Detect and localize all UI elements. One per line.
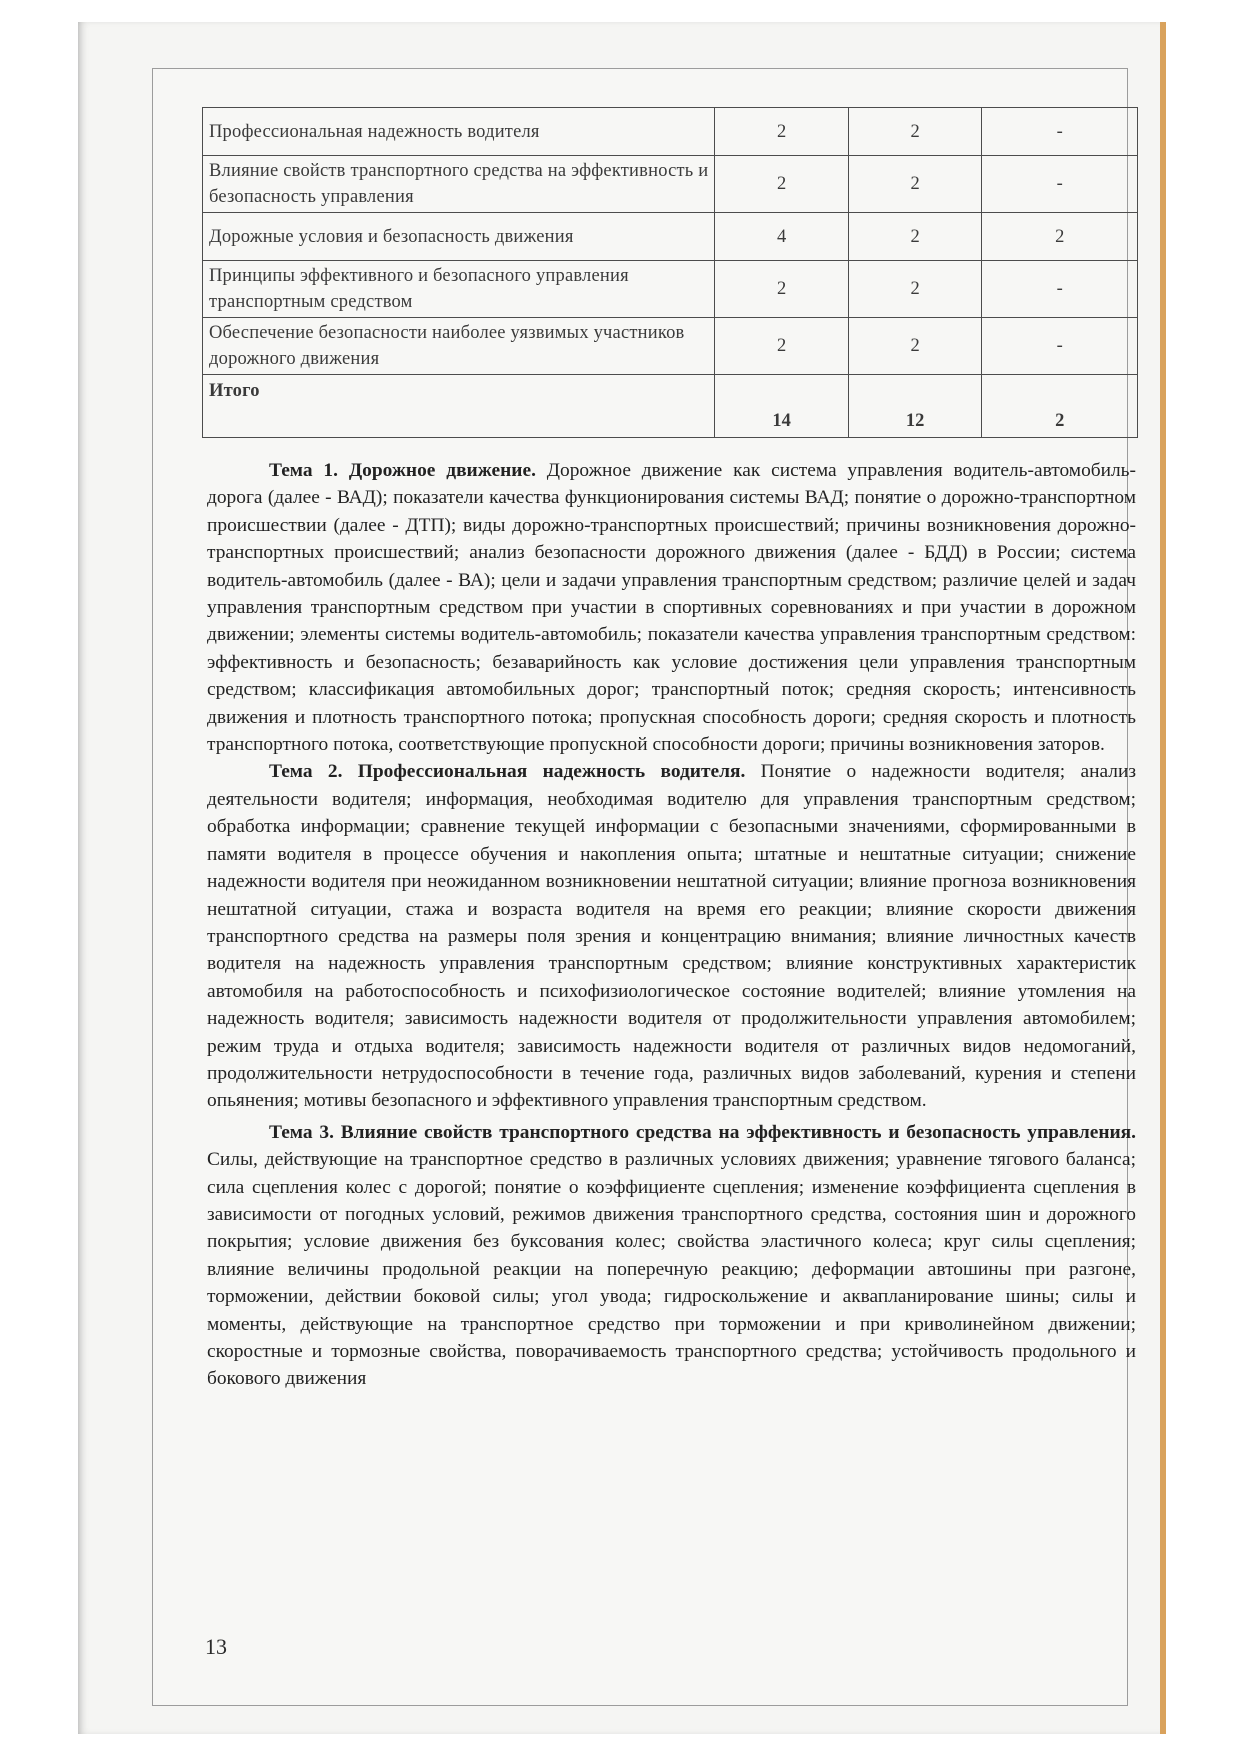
document-page — [152, 68, 1136, 1706]
total-practice: 2 — [982, 375, 1138, 438]
hours-total: 2 — [715, 156, 849, 213]
hours-total: 2 — [715, 261, 849, 318]
topic-name: Принципы эффективного и безопасного управления транспортным средством — [203, 261, 715, 318]
topic-name: Влияние свойств транспортного средства на эффективность и безопасность управления — [203, 156, 715, 213]
table-row — [203, 261, 1138, 318]
topic-name: Обеспечение безопасности наиболее уязвимых участников дорожного движения — [203, 318, 715, 375]
hours-table — [202, 107, 1138, 438]
hours-total: 2 — [715, 108, 849, 156]
theme-paragraph — [207, 1119, 1136, 1393]
table-row — [203, 156, 1138, 213]
topic-name: Профессиональная надежность водителя — [203, 108, 715, 156]
page-number: 13 — [205, 1634, 227, 1659]
topic-name: Дорожные условия и безопасность движения — [203, 213, 715, 261]
theme-text: Понятие о надежности водителя; анализ деятельности водителя; информация, необходимая водителю для управления транспортным средством; обработка информации; сравнение текущей информации с безопасными значениями, сформированными в памяти водителя в процессе обучения и накопления опыта; штатные и нештатные ситуации; снижение надежности водителя при неожиданном возникновении нештатной ситуации; влияние прогноза возникновения нештатной ситуации, стажа и возраста водителя на время его реакции; влияние скорости движения транспортного средства на размеры поля зрения и концентрацию внимания; влияние личностных качеств водителя на надежность управления транспортным средством; влияние конструктивных характеристик автомобиля на работоспособность и психофизиологическое состояние водителей; влияние утомления на надежность водителя; зависимость надежности водителя от продолжительности управления автомобилем; режим труда и отдыха водителя; зависимость надежности водителя от различных видов недомоганий, продолжительности нетрудоспособности в течение года, различных видов заболеваний, курения и степени опьянения; мотивы безопасного и эффективного управления транспортным средством. — [207, 761, 1136, 1112]
hours-practice: - — [982, 261, 1138, 318]
table-total-row — [203, 375, 1138, 438]
hours-theory: 2 — [848, 261, 982, 318]
hours-theory: 2 — [848, 213, 982, 261]
theme-paragraph — [207, 457, 1136, 758]
table-row — [203, 108, 1138, 156]
total-label: Итого — [203, 375, 715, 438]
hours-theory: 2 — [848, 108, 982, 156]
total-theory: 12 — [848, 375, 982, 438]
hours-practice: - — [982, 156, 1138, 213]
hours-practice: - — [982, 108, 1138, 156]
hours-practice: - — [982, 318, 1138, 375]
theme-title: Тема 3. Влияние свойств транспортного средства на эффективность и безопасность управления. — [269, 1121, 1136, 1143]
theme-title: Тема 2. Профессиональная надежность водителя. — [269, 761, 746, 783]
hours-total: 4 — [715, 213, 849, 261]
hours-theory: 2 — [848, 318, 982, 375]
theme-text: Силы, действующие на транспортное средство в различных условиях движения; уравнение тягового баланса; сила сцепления колес с дорогой; понятие о коэффициенте сцепления; изменение коэффициента сцепления в зависимости от погодных условий, режимов движения транспортного средства, состояния шин и дорожного покрытия; условие движения без буксования колес; свойства эластичного колеса; круг силы сцепления; влияние величины продольной реакции на поперечную реакцию; деформации автошины при разгоне, торможении, действии боковой силы; угол увода; гидроскольжение и аквапланирование шины; силы и моменты, действующие на транспортное средство при торможении и при криволинейном движении; скоростные и тормозные свойства, поворачиваемость транспортного средства; устойчивость продольного и бокового движения — [207, 1149, 1136, 1390]
scanned-sheet — [78, 22, 1166, 1734]
theme-paragraph — [207, 758, 1136, 1114]
hours-practice: 2 — [982, 213, 1138, 261]
body-text — [207, 457, 1136, 1393]
hours-total: 2 — [715, 318, 849, 375]
total-hours: 14 — [715, 375, 849, 438]
hours-theory: 2 — [848, 156, 982, 213]
theme-title: Тема 1. Дорожное движение. — [269, 460, 536, 481]
table-row — [203, 318, 1138, 375]
table-row — [203, 213, 1138, 261]
theme-text: Дорожное движение как система управления водитель-автомобиль-дорога (далее - ВАД); показатели качества функционирования системы ВАД; понятие о дорожно-транспортном происшествии (далее - ДТП); виды дорожно-транспортных происшествий; причины возникновения дорожно-транспортных происшествий; анализ безопасности дорожного движения (далее - БДД) в России; система водитель-автомобиль (далее - ВА); цели и задачи управления транспортным средством; различие целей и задач управления транспортным средством при участии в спортивных соревнованиях и при участии в дорожном движении; элементы системы водитель-автомобиль; показатели качества управления транспортным средством: эффективность и безопасность; безаварийность как условие достижения цели управления транспортным средством; классификация автомобильных дорог; транспортный поток; средняя скорость; интенсивность движения и плотность транспортного потока; пропускная способность дороги; средняя скорость и плотность транспортного потока, соответствующие пропускной способности дороги; причины возникновения заторов. — [207, 460, 1136, 756]
